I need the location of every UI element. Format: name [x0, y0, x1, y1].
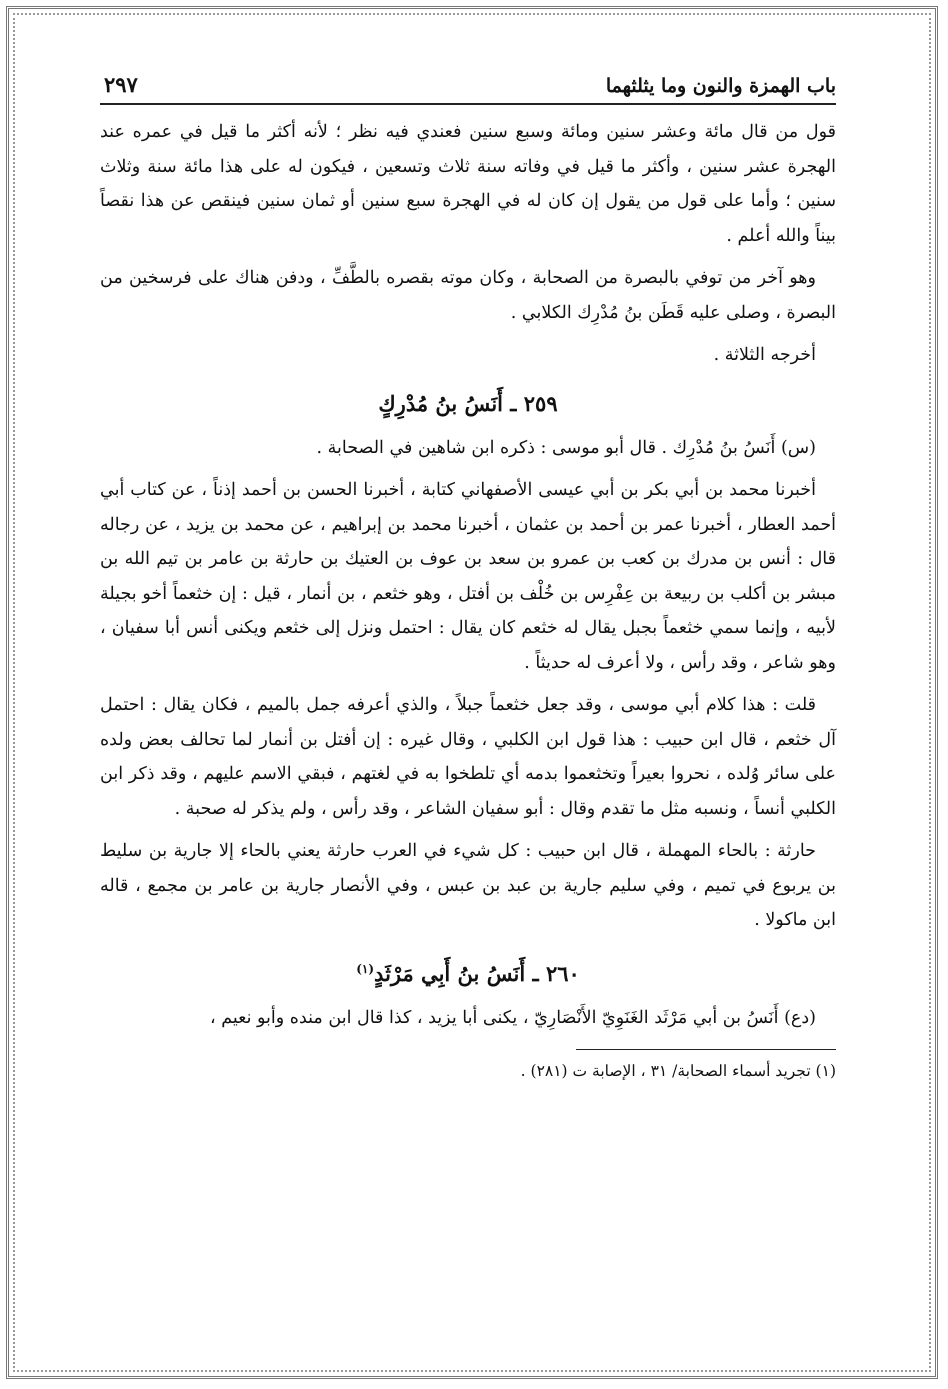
footnote: (١) تجريد أسماء الصحابة/ ٣١ ، الإصابة ت (٢٨١) . — [520, 1062, 836, 1080]
paragraph: (س) أَنَسُ بنُ مُدْرِك . قال أبو موسى : ذكره ابن شاهين في الصحابة . — [316, 437, 816, 458]
entry-259-title: ٢٥٩ ـ أَنَسُ بنُ مُدْرِكٍ — [378, 390, 558, 416]
footnote-divider — [576, 1049, 836, 1050]
page-header — [100, 72, 836, 105]
paragraph: قول من قال مائة وعشر سنين ومائة وسبع سنين فعندي فيه نظر ؛ لأنه أكثر ما قيل في عمره عند الهجرة عشر سنين ، وأكثر ما قيل في وفاته سنة ثلاث وتسعين ، فيكون له على هذا مائة سنة وثلاث سنين ؛ وأما على قول من يقول إن كان له في الهجرة سبع سنين أو ثمان سنين فينقص عن هذا نقصاً بيناً والله أعلم . — [100, 122, 836, 246]
footnote-marker: (١) — [356, 961, 375, 976]
page-number: ٢٩٧ — [104, 72, 138, 97]
entry-260-title — [100, 952, 836, 991]
book-page — [100, 72, 836, 1084]
paragraph: حارثة : بالحاء المهملة ، قال ابن حبيب : كل شيء في العرب حارثة يعني بالحاء إلا جارية بن سليط بن يربوع في تميم ، وفي سليم جارية بن عبد بن عبس ، وفي الأنصار جارية بن عامر بن مجمع ، قاله ابن ماكولا . — [100, 841, 836, 930]
running-title: باب الهمزة والنون وما يثلثهما — [605, 75, 836, 97]
paragraph: وهو آخر من توفي بالبصرة من الصحابة ، وكان موته بقصره بالطَّفِّ ، ودفن هناك على فرسخين من البصرة ، وصلى عليه قَطَن بنُ مُدْرِك الكلابي . — [100, 268, 836, 323]
paragraph: قلت : هذا كلام أبي موسى ، وقد جعل خثعماً جبلاً ، والذي أعرفه جمل بالميم ، فكان يقال : احتمل آل خثعم ، قال ابن حبيب : هذا قول ابن الكلبي ، وقال غيره : إن أفتل بن أنمار لما تحالف بعض ولده على سائر وُلده ، نحروا بعيراً وتخثعموا بدمه أي تلطخوا به في لغتهم ، فبقي الاسم عليهم ، وقد ذكر ابن الكلبي أنساً ، ونسبه مثل ما تقدم وقال : أبو سفيان الشاعر ، وقد رأس ، ولم يذكر له صحبة . — [100, 695, 836, 819]
paragraph: (دع) أَنَسُ بن أبي مَرْثَد الغَنَوِيّ الأَنْصَارِيّ ، يكنى أبا يزيد ، كذا قال ابن منده وأبو نعيم ، — [210, 1007, 816, 1028]
paragraph: أخبرنا محمد بن أبي بكر بن أبي عيسى الأصفهاني كتابة ، أخبرنا الحسن بن أحمد إذناً ، عن كتاب أبي أحمد العطار ، أخبرنا عمر بن أحمد بن عثمان ، أخبرنا محمد بن إبراهيم ، عن محمد بن يزيد ، عن رجاله قال : أنس بن مدرك بن كعب بن عمرو بن سعد بن عوف بن العتيك بن حارثة بن عامر بن تيم الله بن مبشر بن أكلب بن ربيعة بن عِفْرِس بن خُلْف بن أفتل ، وهو خثعم ، بن أنمار ، قيل : إن خثعماً أخو بجيلة لأبيه ، وإنما سمي خثعماً بجبل يقال له خثعم كان يقال : احتمل ونزل إلى خثعم ويكنى أنس أبا سفيان ، وهو شاعر ، وقد رأس ، ولا أعرف له حديثاً . — [100, 480, 836, 673]
paragraph: أخرجه الثلاثة . — [713, 345, 816, 365]
entry-260-title-text: ٢٦٠ ـ أَنَسُ بنُ أَبِي مَرْثَدٍ — [374, 960, 580, 986]
